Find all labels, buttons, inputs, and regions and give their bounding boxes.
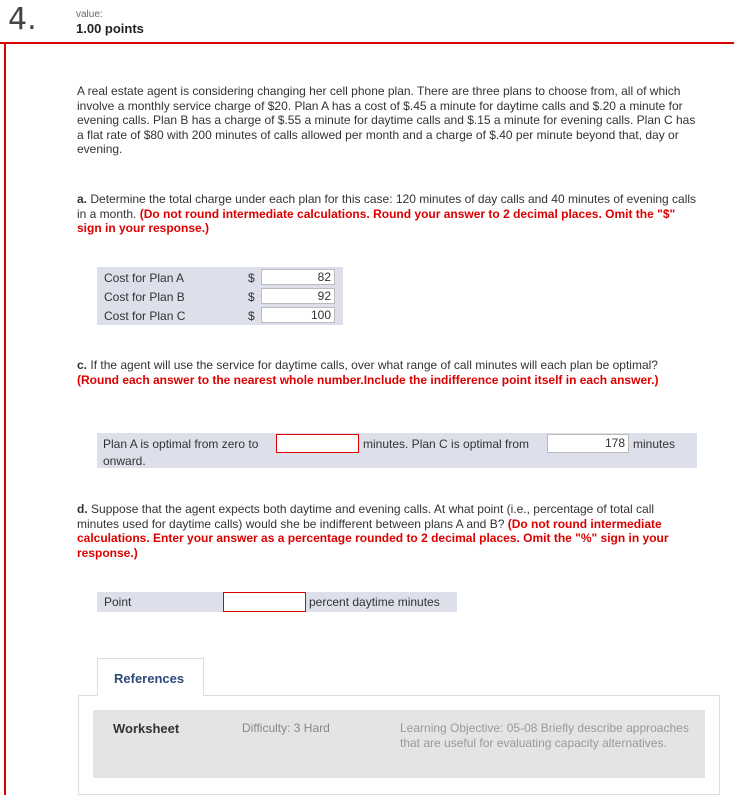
point-label: Point <box>104 595 132 609</box>
plan-c-cost-input[interactable]: 100 <box>261 307 335 323</box>
part-d-text: Suppose that the agent expects both daytime and evening calls. At what point (i.e., percentage of total call minutes used for daytime calls) would she be indifferent between plans A and B? <box>77 502 655 531</box>
header-divider <box>0 42 734 44</box>
currency-symbol: $ <box>248 309 255 323</box>
cost-table <box>97 267 343 325</box>
plan-a-range-input[interactable] <box>276 434 359 453</box>
plan-b-cost-input[interactable]: 92 <box>261 288 335 304</box>
part-a-letter: a. <box>77 192 88 206</box>
part-c-text: If the agent will use the service for daytime calls, over what range of call minutes will each plan be optimal? <box>90 358 658 372</box>
part-a-text: Determine the total charge under each plan for this case: 120 minutes of day calls and 40 minutes of evening calls in a month. <box>77 192 697 221</box>
problem-statement: A real estate agent is considering changing her cell phone plan. There are three plans to choose from, all of which involve a monthly service charge of $20. Plan A has a cost of $.45 a minute for daytime calls and $.20 a minute for evening calls. Plan B has a charge of $.55 a minute for daytime calls and $.15 a minute for evening calls. Plan C has a flat rate of $80 with 200 minutes of calls allowed per month and a charge of $.40 per minute beyond that, day or evening. <box>77 84 696 156</box>
part-a-instruction: (Do not round intermediate calculations. Round your answer to 2 decimal places. Omit the "$" sign in your response.) <box>77 206 676 235</box>
difficulty-label: Difficulty: 3 Hard <box>242 721 330 735</box>
part-c-letter: c. <box>77 358 88 372</box>
part-a-question <box>77 192 697 236</box>
row-label: Cost for Plan A <box>104 271 185 285</box>
learning-objective: Learning Objective: 05-08 Briefly describe approaches that are useful for evaluating capacity alternatives. <box>400 721 689 750</box>
value-label: value: <box>76 9 103 20</box>
part-c-answer-panel <box>97 433 697 468</box>
part-d-answer-panel <box>97 592 457 612</box>
table-row <box>97 307 343 325</box>
plan-c-range-input[interactable]: 178 <box>547 434 629 453</box>
left-border <box>4 44 6 795</box>
currency-symbol: $ <box>248 271 255 285</box>
question-number: 4. <box>8 2 37 37</box>
indifference-point-input[interactable] <box>223 592 306 612</box>
worksheet-label: Worksheet <box>113 721 180 736</box>
part-d-instruction: (Do not round intermediate calculations. Enter your answer as a percentage rounded to 2 decimal places. Omit the "%" sign in your response.) <box>77 516 669 560</box>
row-label: Cost for Plan C <box>104 309 186 323</box>
part-c-instruction: (Round each answer to the nearest whole number.Include the indifference point itself in each answer.) <box>77 372 659 387</box>
points-value: 1.00 points <box>76 21 144 36</box>
row-label: Cost for Plan B <box>104 290 185 304</box>
part-c-unit: minutes <box>633 437 676 451</box>
part-d-unit: percent daytime minutes <box>309 595 440 609</box>
part-d-question <box>77 502 697 560</box>
part-c-lead: Plan A is optimal from zero to <box>103 437 259 451</box>
plan-a-cost-input[interactable]: 82 <box>261 269 335 285</box>
references-tab[interactable] <box>97 658 204 696</box>
table-row <box>97 269 343 287</box>
references-tab-label: References <box>114 671 185 686</box>
part-c-middle: minutes. Plan C is optimal from <box>363 437 530 451</box>
part-d-letter: d. <box>77 502 88 516</box>
part-c-question <box>77 358 697 387</box>
part-c-tail: onward. <box>103 454 146 468</box>
currency-symbol: $ <box>248 290 255 304</box>
table-row <box>97 288 343 306</box>
